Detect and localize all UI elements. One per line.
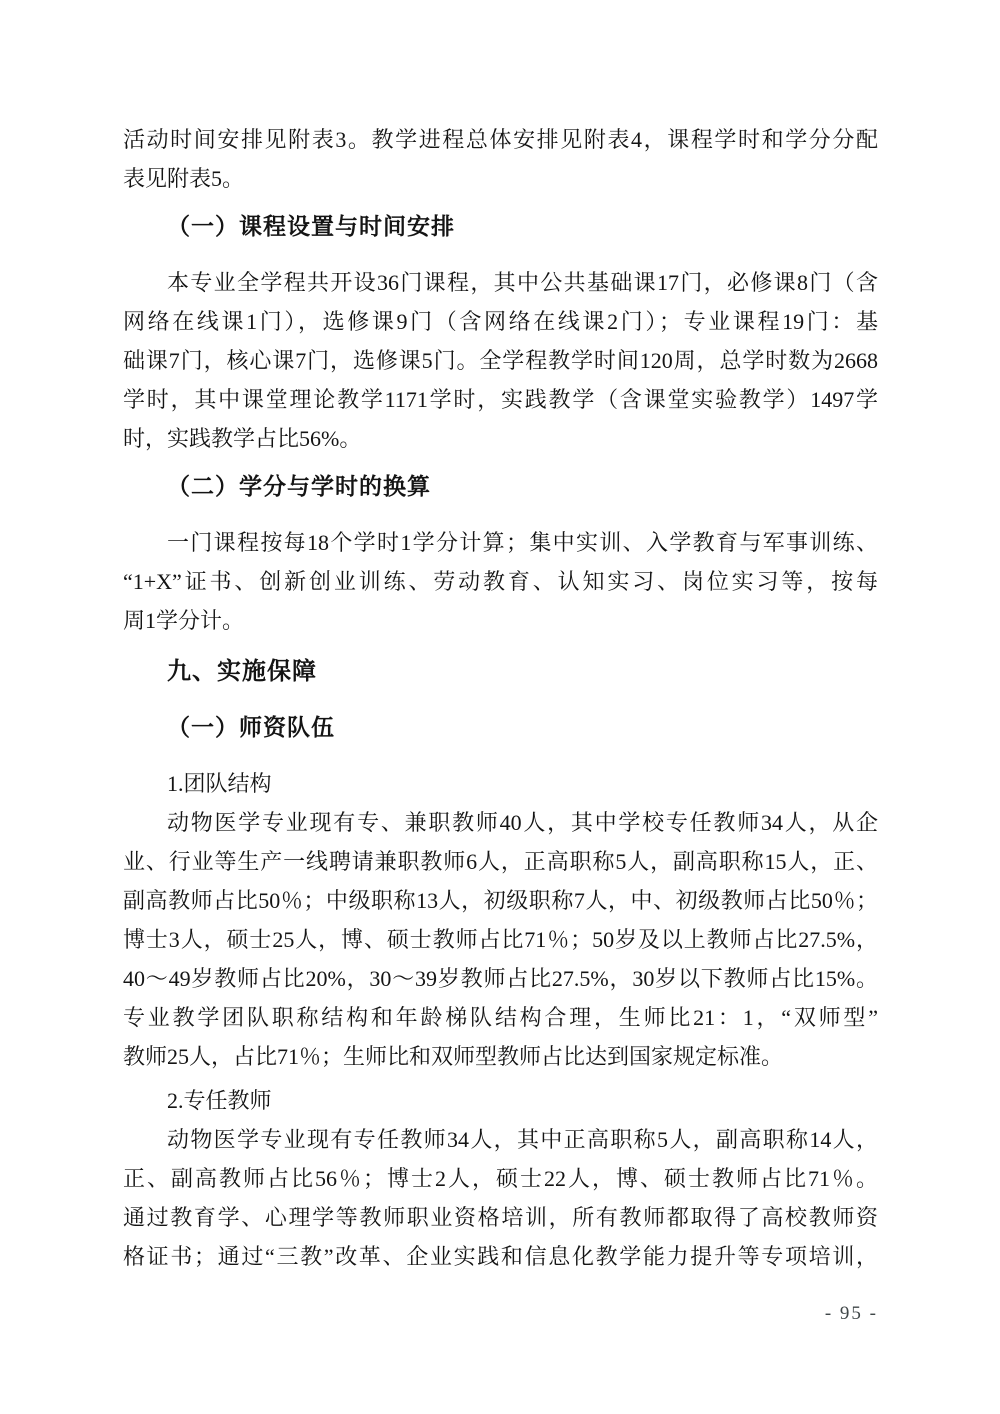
paragraph-line: “1+X”证书、创新创业训练、劳动教育、认知实习、岗位实习等，按每 xyxy=(123,569,878,594)
paragraph-line: 时，实践教学占比56%。 xyxy=(123,426,362,451)
paragraph-line: 40～49岁教师占比20%，30～39岁教师占比27.5%，30岁以下教师占比15%。 xyxy=(123,966,878,991)
paragraph-line: 础课7门，核心课7门，选修课5门。全学程教学时间120周，总学时数为2668 xyxy=(123,348,878,373)
paragraph-line: 业、行业等生产一线聘请兼职教师6人，正高职称5人，副高职称15人，正、 xyxy=(123,849,878,874)
page-number: - 95 - xyxy=(824,1303,878,1324)
paragraph-line: 专业教学团队职称结构和年龄梯队结构合理，生师比21：1，“双师型” xyxy=(123,1005,878,1030)
paragraph-line: 教师25人，占比71％；生师比和双师型教师占比达到国家规定标准。 xyxy=(123,1044,784,1069)
paragraph-line: 动物医学专业现有专任教师34人，其中正高职称5人，副高职称14人， xyxy=(167,1127,878,1152)
paragraph-line: 周1学分计。 xyxy=(123,608,245,633)
paragraph-line: 活动时间安排见附表3。教学进程总体安排见附表4，课程学时和学分分配 xyxy=(123,127,878,152)
subsection-heading: （二）学分与学时的换算 xyxy=(167,473,431,499)
numbered-subheading: 1.团队结构 xyxy=(167,771,272,796)
subsection-heading: （一）师资队伍 xyxy=(167,714,335,740)
paragraph-line: 网络在线课1门），选修课9门（含网络在线课2门）；专业课程19门：基 xyxy=(123,309,878,334)
paragraph-line: 通过教育学、心理学等教师职业资格培训，所有教师都取得了高校教师资 xyxy=(123,1205,878,1230)
paragraph-line: 学时，其中课堂理论教学1171学时，实践教学（含课堂实验教学）1497学 xyxy=(123,387,878,412)
document-content xyxy=(123,120,878,1276)
paragraph-line: 副高教师占比50％；中级职称13人，初级职称7人，中、初级教师占比50％； xyxy=(123,888,878,913)
numbered-subheading: 2.专任教师 xyxy=(167,1088,272,1113)
subsection-heading: （一）课程设置与时间安排 xyxy=(167,213,455,239)
paragraph-line: 正、副高教师占比56％；博士2人，硕士22人，博、硕士教师占比71％。 xyxy=(123,1166,878,1191)
paragraph-line: 格证书；通过“三教”改革、企业实践和信息化教学能力提升等专项培训， xyxy=(123,1244,878,1269)
paragraph-line: 一门课程按每18个学时1学分计算；集中实训、入学教育与军事训练、 xyxy=(167,530,878,555)
paragraph-line: 本专业全学程共开设36门课程，其中公共基础课17门，必修课8门（含 xyxy=(167,270,878,295)
section-heading: 九、实施保障 xyxy=(167,658,317,685)
paragraph-line: 博士3人，硕士25人，博、硕士教师占比71％；50岁及以上教师占比27.5%， xyxy=(123,927,878,952)
paragraph-line: 表见附表5。 xyxy=(123,166,245,191)
paragraph-line: 动物医学专业现有专、兼职教师40人，其中学校专任教师34人，从企 xyxy=(167,810,878,835)
